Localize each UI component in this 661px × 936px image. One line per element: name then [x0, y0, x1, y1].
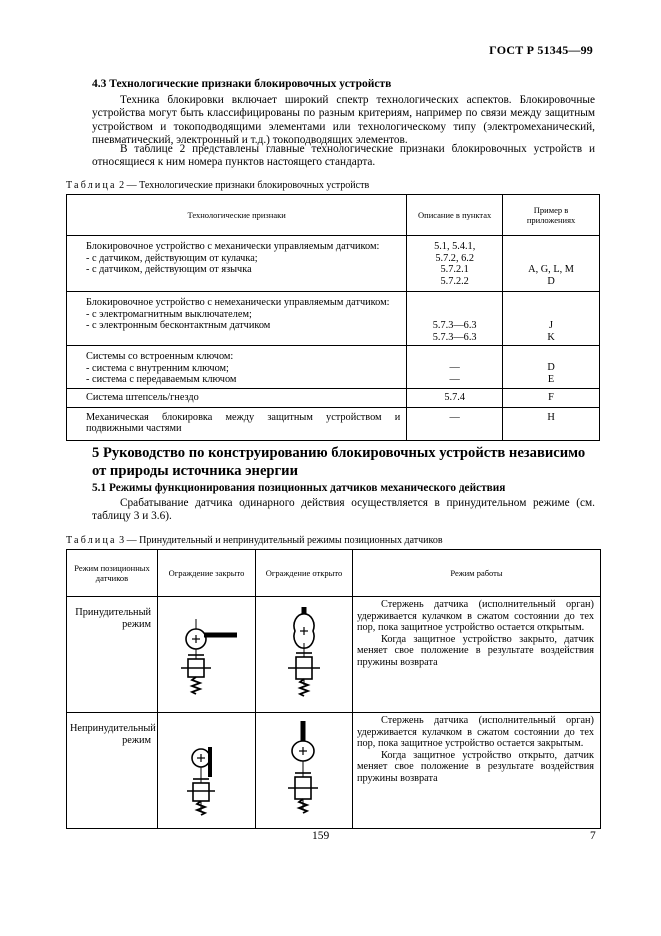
positive-mode-open-diagram — [258, 597, 350, 707]
table-2-row-1-clause-1: 5.1, 5.4.1, — [434, 241, 476, 252]
table-3-caption: Таблица 3 — Принудительный и непринудительный режимы позиционных датчиков — [66, 535, 443, 546]
table-row — [67, 236, 600, 292]
table-2-row-1-example-1: A, G, L, M — [528, 264, 574, 275]
table-2-row-5-example-1: H — [503, 407, 600, 440]
table-2-caption: Таблица 2 — Технологические признаки блокировочных устройств — [66, 180, 370, 191]
section-4-3-title: 4.3 Технологические признаки блокировочных устройств — [92, 78, 392, 90]
table-3-row-2-mode: Непринудительный режим — [67, 713, 158, 829]
table-2-row-3-line-2: - система с внутренним ключом; — [86, 362, 229, 374]
table-2-row-5-clause-1: — — [407, 407, 503, 440]
table-2-row-3-example-1: D — [547, 362, 555, 373]
table-2-row-1-line-2: - с датчиком, действующим от кулачка; — [86, 252, 258, 264]
table-2-row-4-line-1: Система штепсель/гнездо — [86, 391, 199, 403]
table-2-row-3-clause-2: — — [449, 373, 460, 385]
table-2-row-2-line-1: Блокировочное устройство с немеханически управляемым датчиком: — [86, 297, 390, 308]
table-2-header-row — [67, 195, 600, 236]
table-2-row-1-clause-3: 5.7.2.1 — [440, 264, 469, 275]
section-5-1-title: 5.1 Режимы функционирования позиционных датчиков механического действия — [92, 482, 506, 494]
table-2-row-1-line-1: Блокировочное устройство с механически управляемым датчиком: — [86, 241, 380, 252]
table-3-header-operation: Режим работы — [353, 550, 601, 597]
table-2 — [66, 194, 600, 441]
standard-header: ГОСТ Р 51345—99 — [489, 43, 593, 57]
table-row — [67, 597, 601, 713]
table-2-row-2-line-2: - с электромагнитным выключателем; — [86, 308, 252, 320]
page-number-right: 7 — [590, 830, 596, 842]
table-2-row-3-clause-1: — — [449, 362, 460, 373]
table-2-header-feature: Технологические признаки — [67, 195, 407, 236]
table-2-row-3-line-1: Системы со встроенным ключом: — [86, 351, 234, 362]
table-row — [67, 407, 600, 440]
non-positive-mode-closed-diagram — [161, 713, 253, 823]
table-2-row-2-line-3: - с электронным бесконтактным датчиком — [86, 320, 271, 331]
page-number-center: 159 — [312, 830, 330, 842]
table-3-row-1-mode: Принудительный режим — [67, 597, 158, 713]
table-3-header-closed: Ограждение закрыто — [158, 550, 256, 597]
table-2-row-2-clause-2: 5.7.3—6.3 — [432, 331, 477, 343]
table-row — [67, 713, 601, 829]
table-3-row-2-text-1: Стержень датчика (исполнительный орган) удерживается кулачком в сжатом состоянии до тех пор, пока защитное устройство остается закрытым. — [357, 715, 594, 749]
table-2-row-3-line-3: - система с передаваемым ключом — [86, 374, 237, 385]
table-2-header-examples: Пример в приложениях — [503, 195, 600, 236]
table-2-header-clauses: Описание в пунктах — [407, 195, 503, 236]
table-2-row-4-clause-1: 5.7.4 — [407, 388, 503, 407]
table-row — [67, 346, 600, 389]
non-positive-mode-open-diagram — [258, 713, 350, 823]
table-2-row-2-clause-1: 5.7.3—6.3 — [432, 320, 477, 331]
table-row — [67, 292, 600, 346]
table-2-row-1-clause-2: 5.7.2, 6.2 — [435, 252, 474, 264]
positive-mode-closed-diagram — [161, 597, 253, 707]
table-3-row-2-text-2: Когда защитное устройство открыто, датчик меняет свое положение в результате воздействия пружины возврата — [357, 749, 594, 784]
section-5-1-paragraph: Срабатывание датчика одинарного действия осуществляется в принудительном режиме (см. таблицу 3 и 3.6). — [92, 497, 595, 523]
section-4-3-paragraph-1: Техника блокировки включает широкий спектр технологических аспектов. Блокировочные устройства могут быть классифицированы по разным критериям, например по связи между защитным устройством и токоподводящими элементами или технологическому типу (электромеханический, пневматический, электронный и т.д.) токоподводящих элементов. — [92, 94, 595, 147]
table-2-row-4-example-1: F — [503, 388, 600, 407]
section-5-title: 5 Руководство по конструированию блокировочных устройств независимо от природы источника энергии — [92, 445, 586, 479]
table-3-header-open: Ограждение открыто — [256, 550, 353, 597]
table-2-row-3-example-2: E — [547, 373, 555, 385]
table-2-row-1-example-2: D — [547, 275, 555, 287]
table-3-header-row — [67, 550, 601, 597]
table-2-row-1-line-3: - с датчиком, действующим от язычка — [86, 264, 252, 275]
table-2-row-2-example-1: J — [549, 320, 554, 331]
table-2-row-5-line-1: Механическая блокировка между защитным устройством и подвижными частями — [86, 411, 401, 434]
table-2-row-2-example-2: K — [547, 331, 555, 343]
table-row — [67, 388, 600, 407]
table-3-row-1-text-2: Когда защитное устройство закрыто, датчик меняет свое положение в результате воздействия пружины возврата — [357, 633, 594, 668]
section-4-3-paragraph-2: В таблице 2 представлены главные технологические признаки блокировочных устройств и относящиеся к ним номера пунктов настоящего стандарта. — [92, 143, 595, 169]
table-3-header-mode: Режим позиционных датчиков — [67, 550, 158, 597]
table-3-row-1-text-1: Стержень датчика (исполнительный орган) удерживается кулачком в сжатом состоянии до тех пор, пока защитное устройство остается открытым. — [357, 599, 594, 633]
table-3 — [66, 549, 601, 829]
table-2-row-1-clause-4: 5.7.2.2 — [440, 275, 469, 287]
